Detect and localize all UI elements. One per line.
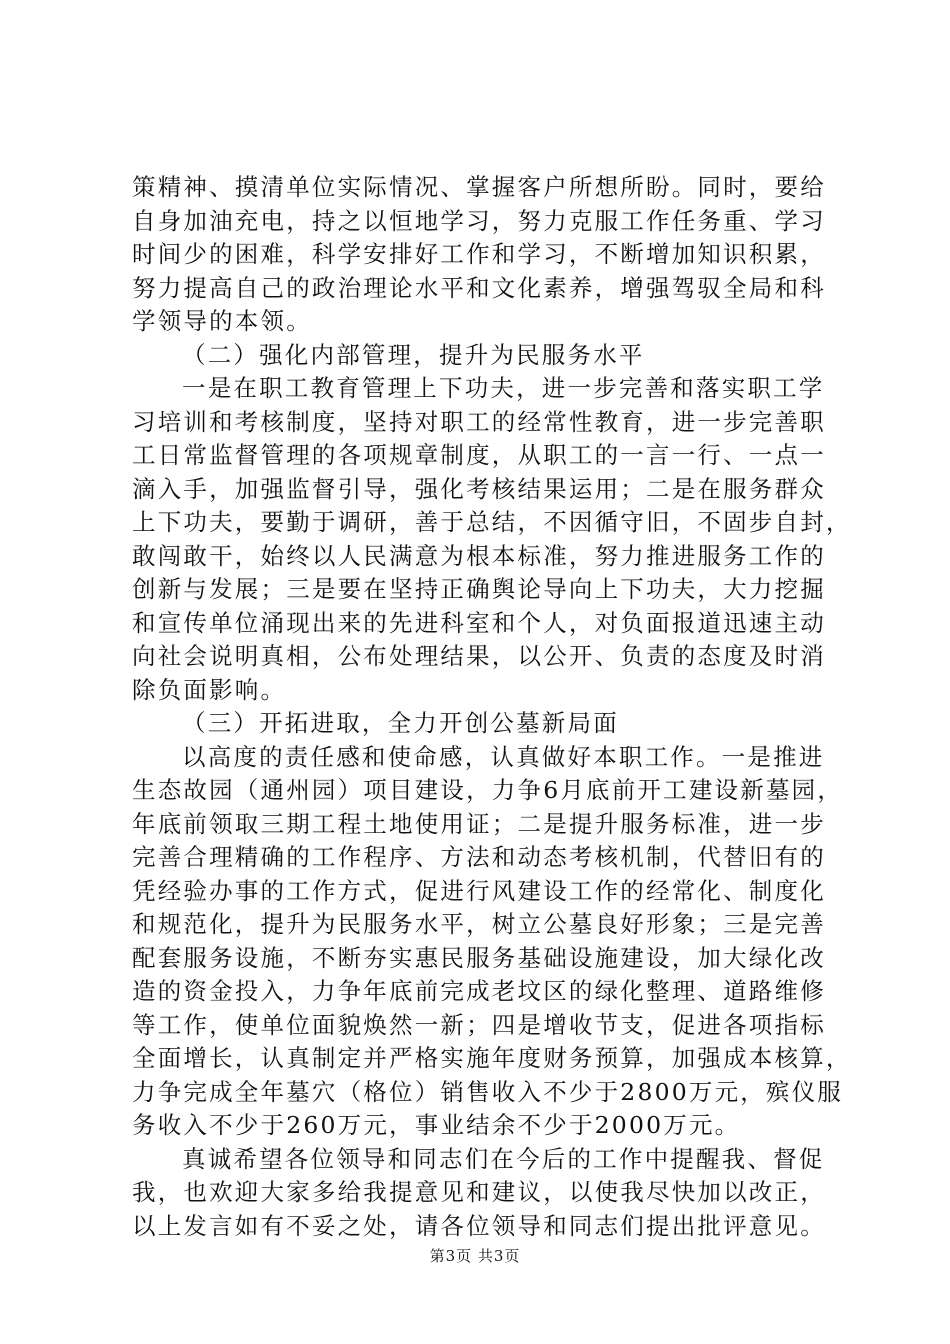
body-line: 时间少的困难，科学安排好工作和学习，不断增加知识积累， xyxy=(132,240,826,268)
paragraph-first-line: 以高度的责任感和使命感，认真做好本职工作。一是推进 xyxy=(182,742,825,771)
body-line: 上下功夫，要勤于调研，善于总结，不因循守旧，不固步自封， xyxy=(132,508,852,536)
body-line: 学领导的本领。 xyxy=(132,307,312,335)
body-line: 自身加油充电，持之以恒地学习，努力克服工作任务重、学习 xyxy=(132,206,826,235)
body-line: 滴入手，加强监督引导，强化考核结果运用；二是在服务群众 xyxy=(132,474,826,503)
body-line: 和规范化，提升为民服务水平，树立公墓良好形象；三是完善 xyxy=(132,910,826,938)
body-line: 力争完成全年墓穴（格位）销售收入不少于2800万元，殡仪服 xyxy=(132,1077,844,1106)
body-line: 除负面影响。 xyxy=(132,675,287,704)
body-line: 向社会说明真相，公布处理结果，以公开、负责的态度及时消 xyxy=(132,642,826,670)
section-heading-2: （二）强化内部管理，提升为民服务水平 xyxy=(182,340,645,369)
body-line: 和宣传单位涌现出来的先进科室和个人，对负面报道迅速主动 xyxy=(132,608,826,637)
body-line: 工日常监督管理的各项规章制度，从职工的一言一行、一点一 xyxy=(132,441,826,469)
body-line: 生态故园（通州园）项目建设，力争6月底前开工建设新墓园， xyxy=(132,776,844,804)
body-line: 以上发言如有不妥之处，请各位领导和同志们提出批评意见。 xyxy=(132,1211,826,1240)
page-number-footer: 第3页 共3页 xyxy=(429,1247,521,1265)
body-line: 配套服务设施，不断夯实惠民服务基础设施建设，加大绿化改 xyxy=(132,943,826,972)
body-line: 造的资金投入，力争年底前完成老坟区的绿化整理、道路维修 xyxy=(132,977,826,1005)
body-line: 务收入不少于260万元，事业结余不少于2000万元。 xyxy=(132,1111,741,1139)
paragraph-first-line: 一是在职工教育管理上下功夫，进一步完善和落实职工学 xyxy=(182,374,825,402)
body-line: 习培训和考核制度，坚持对职工的经常性教育，进一步完善职 xyxy=(132,407,826,436)
body-line: 敢闯敢干，始终以人民满意为根本标准，努力推进服务工作的 xyxy=(132,541,826,570)
paragraph-first-line: 真诚希望各位领导和同志们在今后的工作中提醒我、督促 xyxy=(182,1144,825,1173)
body-line: 年底前领取三期工程土地使用证；二是提升服务标准，进一步 xyxy=(132,809,826,838)
section-heading-3: （三）开拓进取，全力开创公墓新局面 xyxy=(182,709,619,737)
document-body xyxy=(132,171,852,1243)
body-line: 等工作，使单位面貌焕然一新；四是增收节支，促进各项指标 xyxy=(132,1010,826,1039)
body-line: 创新与发展；三是要在坚持正确舆论导向上下功夫，大力挖掘 xyxy=(132,575,826,603)
body-line: 完善合理精确的工作程序、方法和动态考核机制，代替旧有的 xyxy=(132,843,826,871)
body-line: 我，也欢迎大家多给我提意见和建议，以使我尽快加以改正， xyxy=(132,1178,826,1206)
body-line: 凭经验办事的工作方式，促进行风建设工作的经常化、制度化 xyxy=(132,876,826,905)
body-line: 策精神、摸清单位实际情况、掌握客户所想所盼。同时，要给 xyxy=(132,173,826,201)
body-line: 努力提高自己的政治理论水平和文化素养，增强驾驭全局和科 xyxy=(132,273,826,302)
body-line: 全面增长，认真制定并严格实施年度财务预算，加强成本核算， xyxy=(132,1044,852,1072)
